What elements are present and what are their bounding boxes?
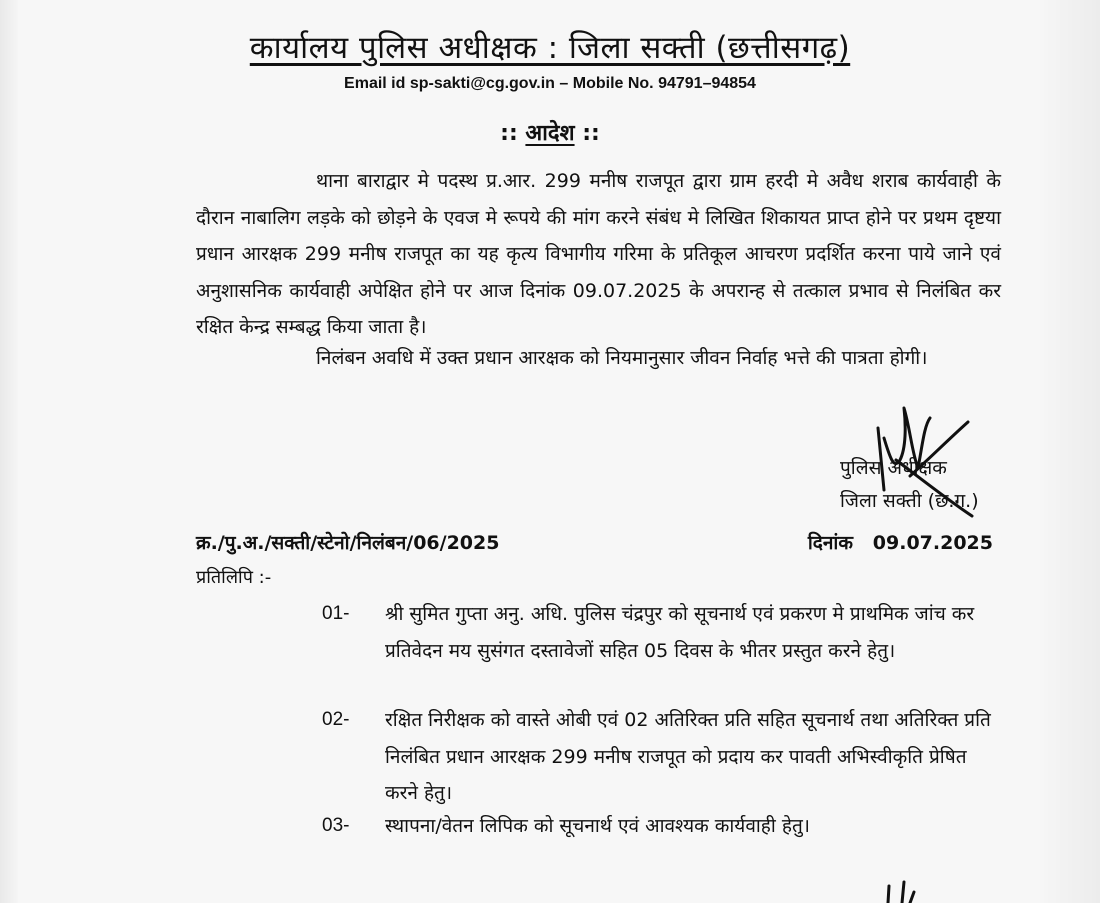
order-paragraph-1 bbox=[196, 163, 1001, 346]
copy-item-number: 03- bbox=[322, 815, 350, 836]
order-heading-prefix: :: bbox=[500, 121, 526, 146]
copy-label: प्रतिलिपि :- bbox=[196, 567, 272, 588]
order-paragraph-2-text: निलंबन अवधि में उक्त प्रधान आरक्षक को नियमानुसार जीवन निर्वाह भत्ते की पात्रता होगी। bbox=[316, 347, 928, 369]
copy-item-text: श्री सुमित गुप्ता अनु. अधि. पुलिस चंद्रपुर को सूचनार्थ एवं प्रकरण मे प्राथमिक जांच कर प्रतिवेदन मय सुसंगत दस्तावेजों सहित 05 दिवस के भीतर प्रस्तुत करने हेतु। bbox=[385, 603, 975, 662]
copy-item-number: 02- bbox=[322, 709, 350, 730]
signatory-block bbox=[840, 452, 979, 518]
reference-row bbox=[196, 529, 1001, 555]
reference-date: 09.07.2025 bbox=[872, 532, 993, 554]
order-paragraph-2 bbox=[196, 340, 1001, 377]
order-heading-word: आदेश bbox=[525, 121, 575, 146]
order-heading-suffix: :: bbox=[574, 121, 600, 146]
signatory-designation: पुलिस अधीक्षक bbox=[840, 457, 947, 479]
signatory-district: जिला सक्ती (छ.ग.) bbox=[840, 490, 979, 512]
order-paragraph-1-text: थाना बाराद्वार मे पदस्थ प्र.आर. 299 मनीष राजपूत द्वारा ग्राम हरदी मे अवैध शराब कार्यवाही के दौरान नाबालिग लड़के को छोड़ने के एवज मे रूपये की मांग करने संबंध मे लिखित शिकायत प्राप्त होने पर प्रथम दृष्टया प्रधान आरक्षक 299 मनीष राजपूत का यह कृत्य विभागीय गरिमा के प्रतिकूल आचरण प्रदर्शित करना पाये जाने एवं अनुशासनिक कार्यवाही अपेक्षित होने पर आज दिनांक 09.07.2025 के अपरान्ह से तत्काल प्रभाव से निलंबित कर रक्षित केन्द्र सम्बद्ध किया जाता है। bbox=[196, 170, 1001, 338]
reference-date-block bbox=[808, 529, 993, 555]
signature-fragment bbox=[880, 880, 940, 903]
copy-item-text: रक्षित निरीक्षक को वास्ते ओबी एवं 02 अतिरिक्त प्रति सहित सूचनार्थ तथा अतिरिक्त प्रति निलंबित प्रधान आरक्षक 299 मनीष राजपूत को प्रदाय कर पावती अभिस्वीकृति प्रेषित करने हेतु। bbox=[385, 709, 991, 804]
reference-date-label: दिनांक bbox=[807, 532, 853, 554]
copy-item-number: 01- bbox=[322, 603, 350, 624]
order-heading bbox=[0, 117, 1100, 147]
reference-number: क्र./पु.अ./सक्ती/स्टेनो/निलंबन/06/2025 bbox=[196, 532, 500, 554]
office-title: कार्यालय पुलिस अधीक्षक : जिला सक्ती (छत्तीसगढ़) bbox=[249, 30, 851, 66]
contact-line: Email id sp-sakti@cg.gov.in – Mobile No. 94791–94854 bbox=[344, 75, 756, 92]
copy-item-text: स्थापना/वेतन लिपिक को सूचनार्थ एवं आवश्यक कार्यवाही हेतु। bbox=[385, 815, 810, 837]
